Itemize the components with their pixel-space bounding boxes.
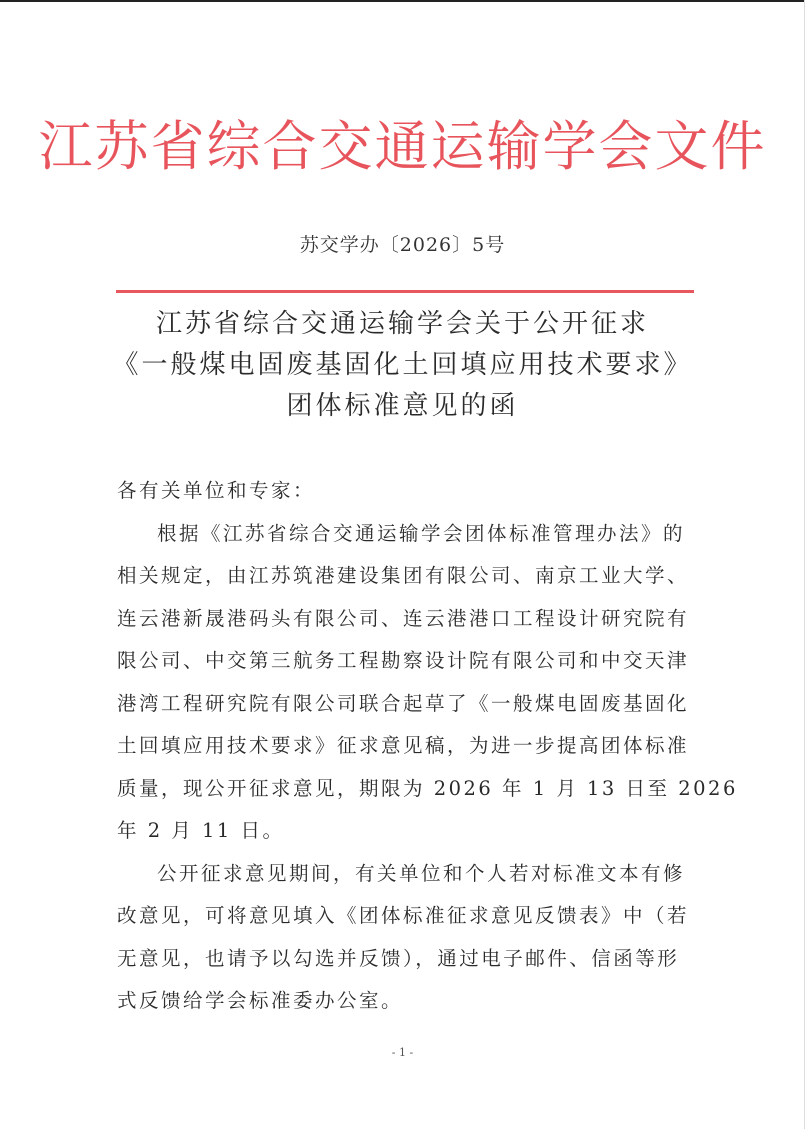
document-body: [117, 470, 738, 1023]
paragraph-line: 根据《江苏省综合交通运输学会团体标准管理办法》的: [157, 521, 686, 545]
paragraph-line: 限公司、中交第三航务工程勘察设计院有限公司和中交天津: [117, 649, 690, 672]
page-top-border: [0, 0, 805, 2]
paragraph-line: 相关规定，由江苏筑港建设集团有限公司、南京工业大学、: [117, 564, 690, 587]
paragraph-line: 质量，现公开征求意见，期限为 2026 年 1 月 13 日至 2026: [117, 776, 738, 800]
paragraph-line: 港湾工程研究院有限公司联合起草了《一般煤电固废基固化: [117, 691, 690, 715]
page-number: - 1 -: [391, 1046, 414, 1059]
paragraph-line: 连云港新晟港码头有限公司、连云港港口工程设计研究院有: [117, 606, 690, 630]
paragraph-line: 式反馈给学会标准委办公室。: [117, 989, 404, 1012]
red-divider-rule: [116, 290, 694, 293]
document-title: [0, 304, 805, 427]
title-line: 江苏省综合交通运输学会关于公开征求: [155, 309, 649, 339]
title-line: 团体标准意见的函: [286, 391, 519, 421]
title-line: 《一般煤电固废基固化土回填应用技术要求》: [112, 350, 693, 380]
organization-header-title: 江苏省综合交通运输学会文件: [38, 115, 767, 178]
paragraph-line: 年 2 月 11 日。: [117, 819, 285, 842]
paragraph-line: 改意见，可将意见填入《团体标准征求意见反馈表》中（若: [117, 904, 690, 927]
paragraph-line: 土回填应用技术要求》征求意见稿，为进一步提高团体标准: [117, 734, 690, 757]
document-number: 苏交学办〔2026〕5号: [299, 234, 506, 256]
paragraph-line: 公开征求意见期间，有关单位和个人若对标准文本有修: [157, 861, 686, 885]
salutation: 各有关单位和专家：: [117, 479, 316, 502]
paragraph-line: 无意见，也请予以勾选并反馈），通过电子邮件、信函等形: [117, 946, 680, 970]
